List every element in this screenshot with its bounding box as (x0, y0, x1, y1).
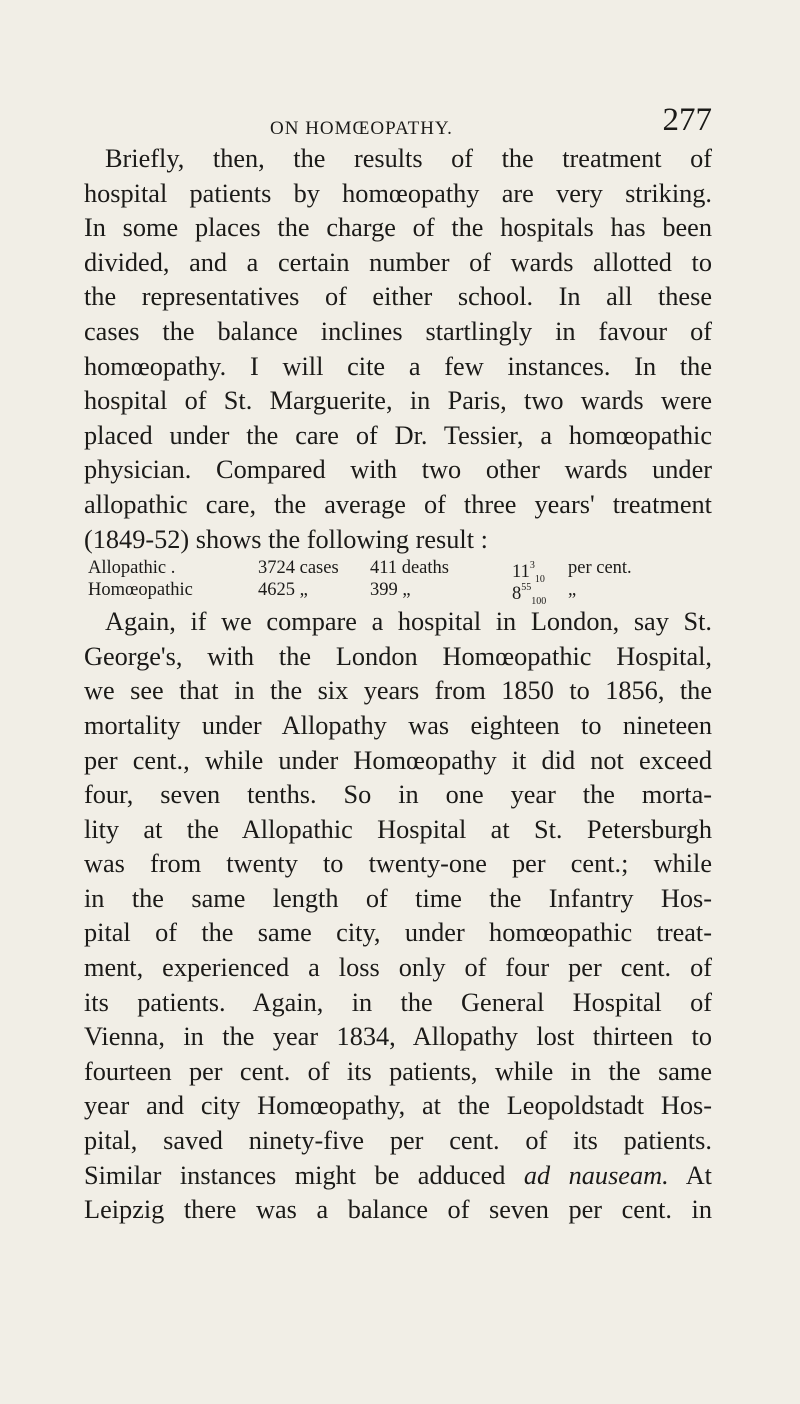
text-line: Leipzig there was a balance of seven per cent. in (84, 1195, 712, 1225)
text-run: At (685, 1160, 712, 1190)
page-number: 277 (662, 102, 712, 138)
percent-whole: 11 (512, 562, 530, 583)
text-line: lity at the Allopathic Hospital at St. Petersburgh (84, 814, 712, 844)
text-line: Vienna, in the year 1834, Allopathy lost thirteen to (84, 1022, 712, 1052)
text-line: Again, if we compare a hospital in London, say St. (105, 607, 712, 637)
paragraph-1 (84, 142, 712, 557)
paragraph-2 (84, 605, 712, 1228)
percent-cell (512, 579, 568, 607)
text-run: Similar instances might be adduced (84, 1160, 506, 1190)
text-line: hospital patients by homœopathy are very striking. (84, 178, 712, 208)
text-line: mortality under Allopathy was eighteen to nineteen (84, 710, 712, 740)
row-label: Allopathic . (88, 558, 176, 579)
text-line: George's, with the London Homœopathic Hospital, (84, 641, 712, 671)
text-line: In some places the charge of the hospitals has been (84, 213, 712, 243)
text-line: we see that in the six years from 1850 to 1856, the (84, 676, 712, 706)
running-title: ON HOMŒOPATHY. (270, 118, 453, 139)
unit-cell: per cent. (568, 558, 632, 579)
text-line: cases the balance inclines startlingly in favour of (84, 316, 712, 346)
text-line: homœopathy. I will cite a few instances. In the (84, 351, 712, 381)
fraction-numerator: 55 (521, 582, 532, 594)
table-row (88, 579, 712, 607)
text-line: physician. Compared with two other wards under (84, 455, 712, 485)
text-line: was from twenty to twenty-one per cent.; while (84, 849, 712, 879)
text-line: Briefly, then, the results of the treatment of (105, 144, 712, 173)
fraction-denominator: 10 (534, 573, 545, 585)
percent-whole: 8 (512, 584, 522, 605)
running-head (60, 96, 712, 139)
text-line: its patients. Again, in the General Hospital of (84, 987, 712, 1017)
deaths-cell: 399 „ (370, 580, 411, 601)
fraction-denominator: 100 (531, 595, 547, 607)
text-line: ment, experienced a loss only of four per cent. of (84, 953, 712, 983)
text-line: (1849-52) shows the following result : (84, 524, 488, 554)
text-line: pital of the same city, under homœopathic treat- (84, 918, 712, 948)
text-line: pital, saved ninety-five per cent. of its patients. (84, 1126, 712, 1156)
text-line: four, seven tenths. So in one year the morta- (84, 780, 712, 810)
text-line: placed under the care of Dr. Tessier, a homœopathic (84, 420, 712, 450)
percent-cell (512, 557, 568, 585)
text-line: per cent., while under Homœopathy it did not exceed (84, 745, 712, 775)
cases-cell: 4625 „ (258, 580, 308, 601)
text-line: divided, and a certain number of wards allotted to (84, 247, 712, 277)
deaths-cell: 411 deaths (370, 558, 449, 579)
fraction-numerator: 3 (529, 560, 535, 572)
text-line: allopathic care, the average of three years' treatment (84, 489, 712, 519)
unit-cell: „ (568, 580, 577, 601)
cases-cell: 3724 cases (258, 558, 339, 579)
text-line-with-italic (84, 1159, 712, 1194)
italic-phrase: ad nauseam. (523, 1160, 669, 1190)
body-text (84, 142, 712, 1228)
text-line: hospital of St. Marguerite, in Paris, two wards were (84, 386, 712, 416)
text-line: the representatives of either school. In all these (84, 282, 712, 312)
table-row (88, 557, 712, 585)
text-line: in the same length of time the Infantry Hos- (84, 883, 712, 913)
text-line: fourteen per cent. of its patients, while in the same (84, 1056, 712, 1086)
mortality-table (84, 557, 712, 605)
text-line: year and city Homœopathy, at the Leopoldstadt Hos- (84, 1091, 712, 1121)
row-label: Homœopathic (88, 580, 193, 601)
